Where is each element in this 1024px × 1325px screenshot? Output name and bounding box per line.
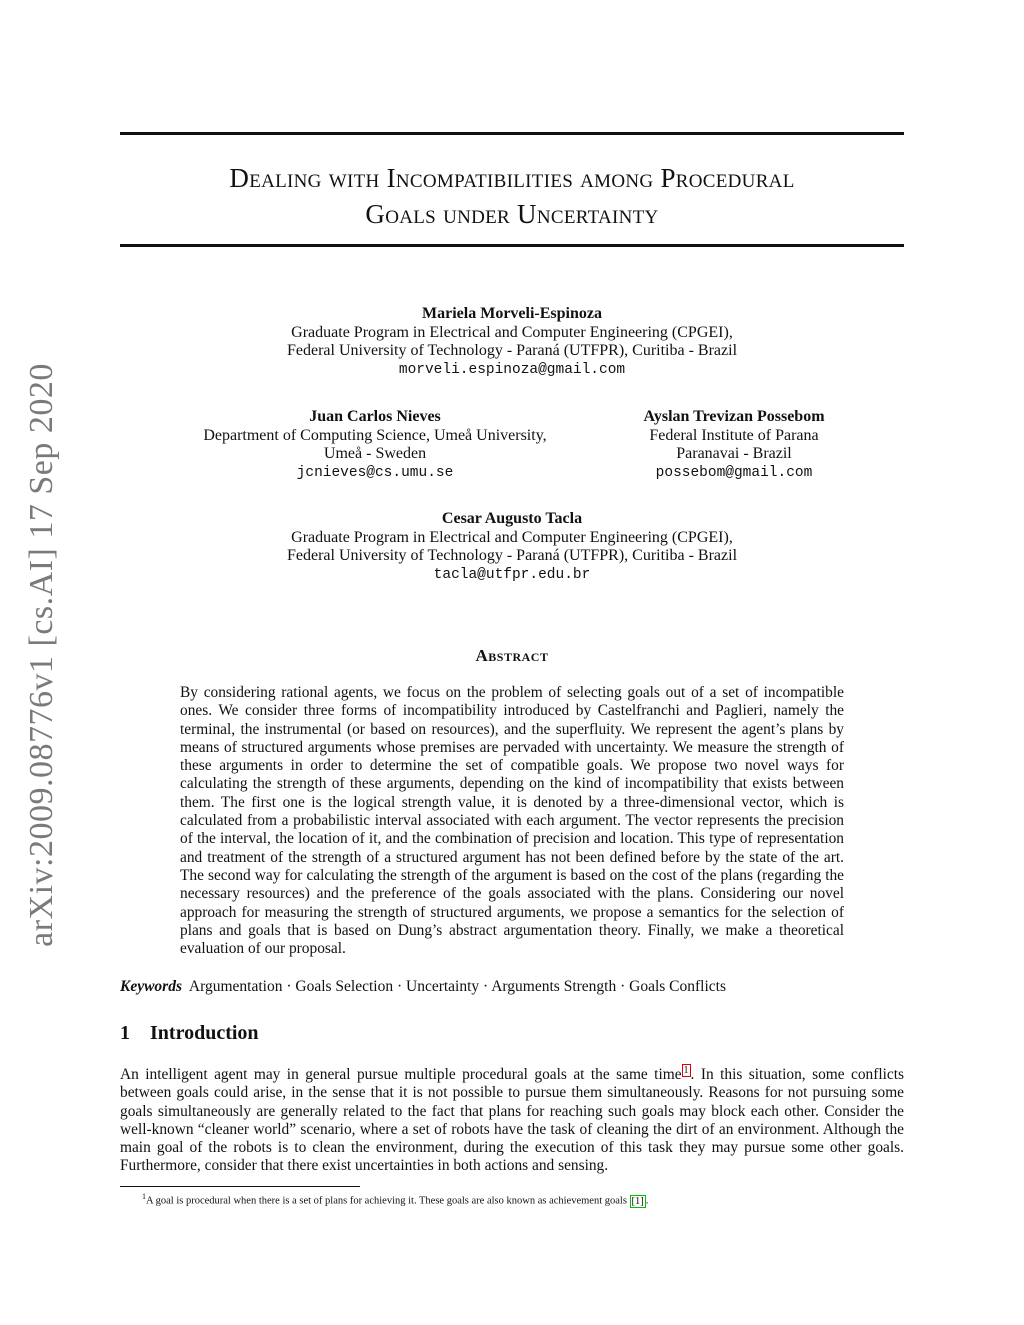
citation-link[interactable]: [1] <box>631 1195 644 1207</box>
author-email: possebom@gmail.com <box>655 464 813 481</box>
footnote-end: . <box>645 1195 649 1207</box>
intro-text-start: An intelligent agent may in general pursue multiple procedural goals at the same time <box>120 1066 682 1083</box>
author-3 <box>604 408 864 482</box>
footnote <box>120 1190 904 1209</box>
keywords <box>120 978 904 996</box>
section-heading <box>120 1022 259 1045</box>
author-name: Cesar Augusto Tacla <box>441 510 583 527</box>
title-bottom-rule <box>120 244 904 247</box>
footnote-mark: 1 <box>142 1192 146 1201</box>
keywords-list: Argumentation · Goals Selection · Uncertainty · Arguments Strength · Goals Conflicts <box>188 978 727 995</box>
author-affiliation: Graduate Program in Electrical and Computer Engineering (CPGEI), <box>291 528 733 546</box>
author-2 <box>175 408 575 482</box>
section-number: 1 <box>120 1022 130 1044</box>
intro-text-rest: . In this situation, some conflicts between goals could arise, in the sense that it is not possible to pursue them simultaneously. Reasons for not pursuing some goals simultaneously are generally related to the fact that plans for reaching such goals may block each other. Consider the well-known “cleaner world” scenario, where a set of robots have the task of cleaning the dirt of an environment. Although the main goal of the robots is to clean the environment, during the execution of this task they may pursue some other goals. Furthermore, consider that there exist uncertainties in both actions and sensing. <box>120 1066 904 1175</box>
author-email: morveli.espinoza@gmail.com <box>398 361 626 378</box>
author-email: jcnieves@cs.umu.se <box>296 464 454 481</box>
author-name: Ayslan Trevizan Possebom <box>643 408 825 425</box>
author-4 <box>120 510 904 584</box>
author-name: Juan Carlos Nieves <box>309 408 441 425</box>
author-email: tacla@utfpr.edu.br <box>433 566 591 583</box>
author-name: Mariela Morveli-Espinoza <box>422 305 602 322</box>
introduction-text <box>120 1066 904 1176</box>
arxiv-sidebar <box>0 0 80 1325</box>
title-line-1: Dealing with Incompatibilities among Procedural <box>229 163 795 193</box>
keywords-label: Keywords <box>120 978 182 995</box>
abstract-heading: Abstract <box>475 646 549 665</box>
paper-title <box>120 160 904 232</box>
author-affiliation: Federal University of Technology - Paraná (UTFPR), Curitiba - Brazil <box>286 547 738 564</box>
arxiv-identifier: arXiv:2009.08776v1 [cs.AI] 17 Sep 2020 <box>23 363 60 947</box>
author-1 <box>120 305 904 379</box>
footnote-text: A goal is procedural when there is a set of plans for achieving it. These goals are also known as achievement goals <box>146 1195 630 1207</box>
footnote-divider <box>120 1186 360 1187</box>
abstract-text: By considering rational agents, we focus on the problem of selecting goals out of a set of incompatible ones. We consider three forms of incompatibility introduced by Castelfranchi and Paglieri, namely the terminal, the instrumental (or based on resources), and the superfluity. We represent the agent’s plans by means of structured arguments whose premises are pervaded with uncertainty. We measure the strength of these arguments in order to determine the set of compatible goals. We propose two novel ways for calculating the strength of these arguments, depending on the kind of incompatibility that exists between them. The first one is the logical strength value, it is denoted by a three-dimensional vector, which is calculated from a probabilistic interval associated with each argument. The vector represents the precision of the interval, the location of it, and the combination of precision and location. This type of representation and treatment of the strength of a structured argument has not been defined before by the state of the art. The second way for calculating the strength of the argument is based on the cost of the plans (regarding the necessary resources) and the preference of the goals associated with the plans. Considering our novel approach for measuring the strength of structured arguments, we propose a semantics for the selection of plans and goals that is based on Dung’s abstract argumentation theory. Finally, we make a theoretical evaluation of our proposal. <box>180 684 844 958</box>
author-affiliation: Paranavai - Brazil <box>676 445 792 462</box>
author-affiliation: Department of Computing Science, Umeå University, <box>203 426 547 444</box>
title-top-rule <box>120 132 904 135</box>
section-title: Introduction <box>150 1022 259 1044</box>
title-line-2: Goals under Uncertainty <box>365 199 659 229</box>
author-affiliation: Federal University of Technology - Paraná (UTFPR), Curitiba - Brazil <box>286 342 738 359</box>
author-affiliation: Umeå - Sweden <box>323 445 427 462</box>
author-affiliation: Graduate Program in Electrical and Computer Engineering (CPGEI), <box>291 323 733 341</box>
footnote-ref-link[interactable]: 1 <box>683 1064 689 1076</box>
author-affiliation: Federal Institute of Parana <box>649 426 819 444</box>
